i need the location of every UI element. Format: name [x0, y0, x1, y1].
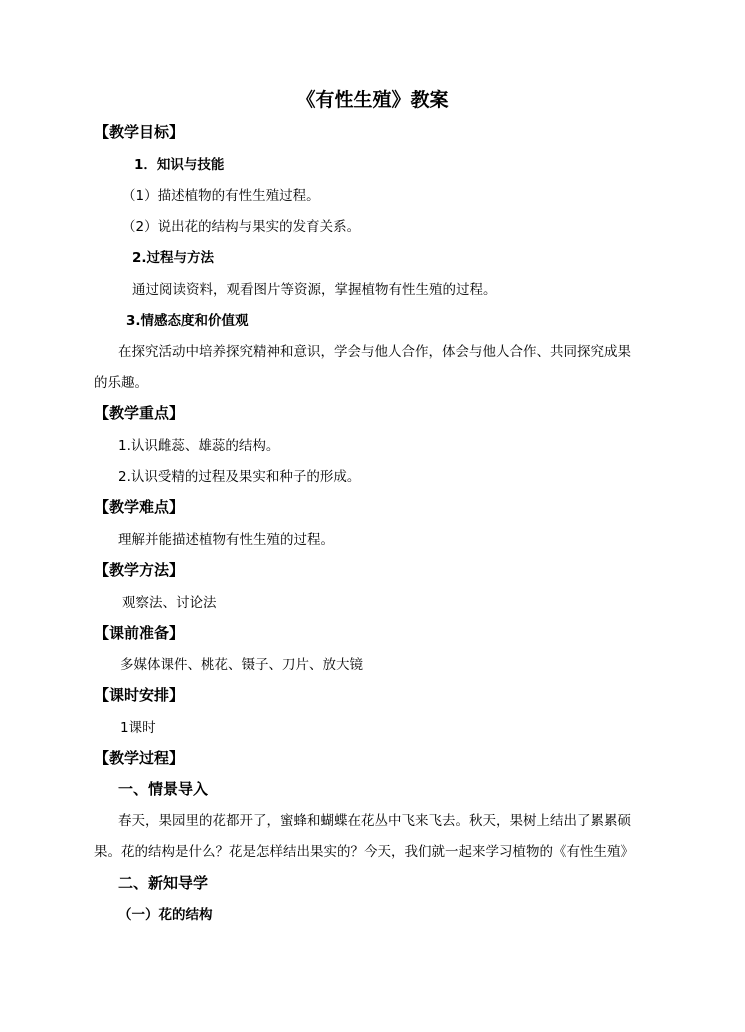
objectives-sub-knowledge: 1．知识与技能 [134, 157, 225, 173]
key-point-2: 2.认识受精的过程及果实和种子的形成。 [118, 469, 361, 485]
objectives-heading: 【教学目标】 [94, 123, 185, 141]
methods-text: 观察法、讨论法 [122, 595, 217, 611]
preparation-heading: 【课前准备】 [94, 624, 185, 642]
difficulties-text: 理解并能描述植物有性生殖的过程。 [118, 532, 334, 548]
objectives-attitude-line-1: 在探究活动中培养探究精神和意识，学会与他人合作，体会与他人合作、共同探究成果 [118, 344, 631, 360]
process-part-2-sub-1: （一）花的结构 [118, 907, 213, 923]
preparation-text: 多媒体课件、桃花、镊子、刀片、放大镜 [120, 657, 363, 673]
objectives-sub-process: 2.过程与方法 [132, 250, 215, 266]
process-part-2-heading: 二、新知导学 [118, 874, 209, 892]
objectives-item-1: （1）描述植物的有性生殖过程。 [122, 188, 320, 204]
process-part-1-line-1: 春天，果园里的花都开了，蜜蜂和蝴蝶在花丛中飞来飞去。秋天，果树上结出了累累硕 [118, 813, 631, 829]
process-part-1-heading: 一、情景导入 [118, 780, 209, 798]
objectives-item-2: （2）说出花的结构与果实的发育关系。 [122, 219, 361, 235]
schedule-heading: 【课时安排】 [94, 686, 185, 704]
difficulties-heading: 【教学难点】 [94, 498, 185, 516]
methods-heading: 【教学方法】 [94, 561, 185, 579]
document-title: 《有性生殖》教案 [296, 89, 449, 111]
process-part-1-line-2: 果。花的结构是什么？花是怎样结出果实的？今天，我们就一起来学习植物的《有性生殖》 [94, 844, 634, 860]
objectives-sub-attitude: 3.情感态度和价值观 [126, 313, 249, 329]
key-points-heading: 【教学重点】 [94, 404, 185, 422]
key-point-1: 1.认识雌蕊、雄蕊的结构。 [118, 438, 280, 454]
process-heading: 【教学过程】 [94, 749, 185, 767]
schedule-text: 1课时 [120, 720, 156, 736]
objectives-process-text: 通过阅读资料，观看图片等资源，掌握植物有性生殖的过程。 [132, 282, 497, 298]
objectives-attitude-line-2: 的乐趣。 [94, 375, 148, 391]
